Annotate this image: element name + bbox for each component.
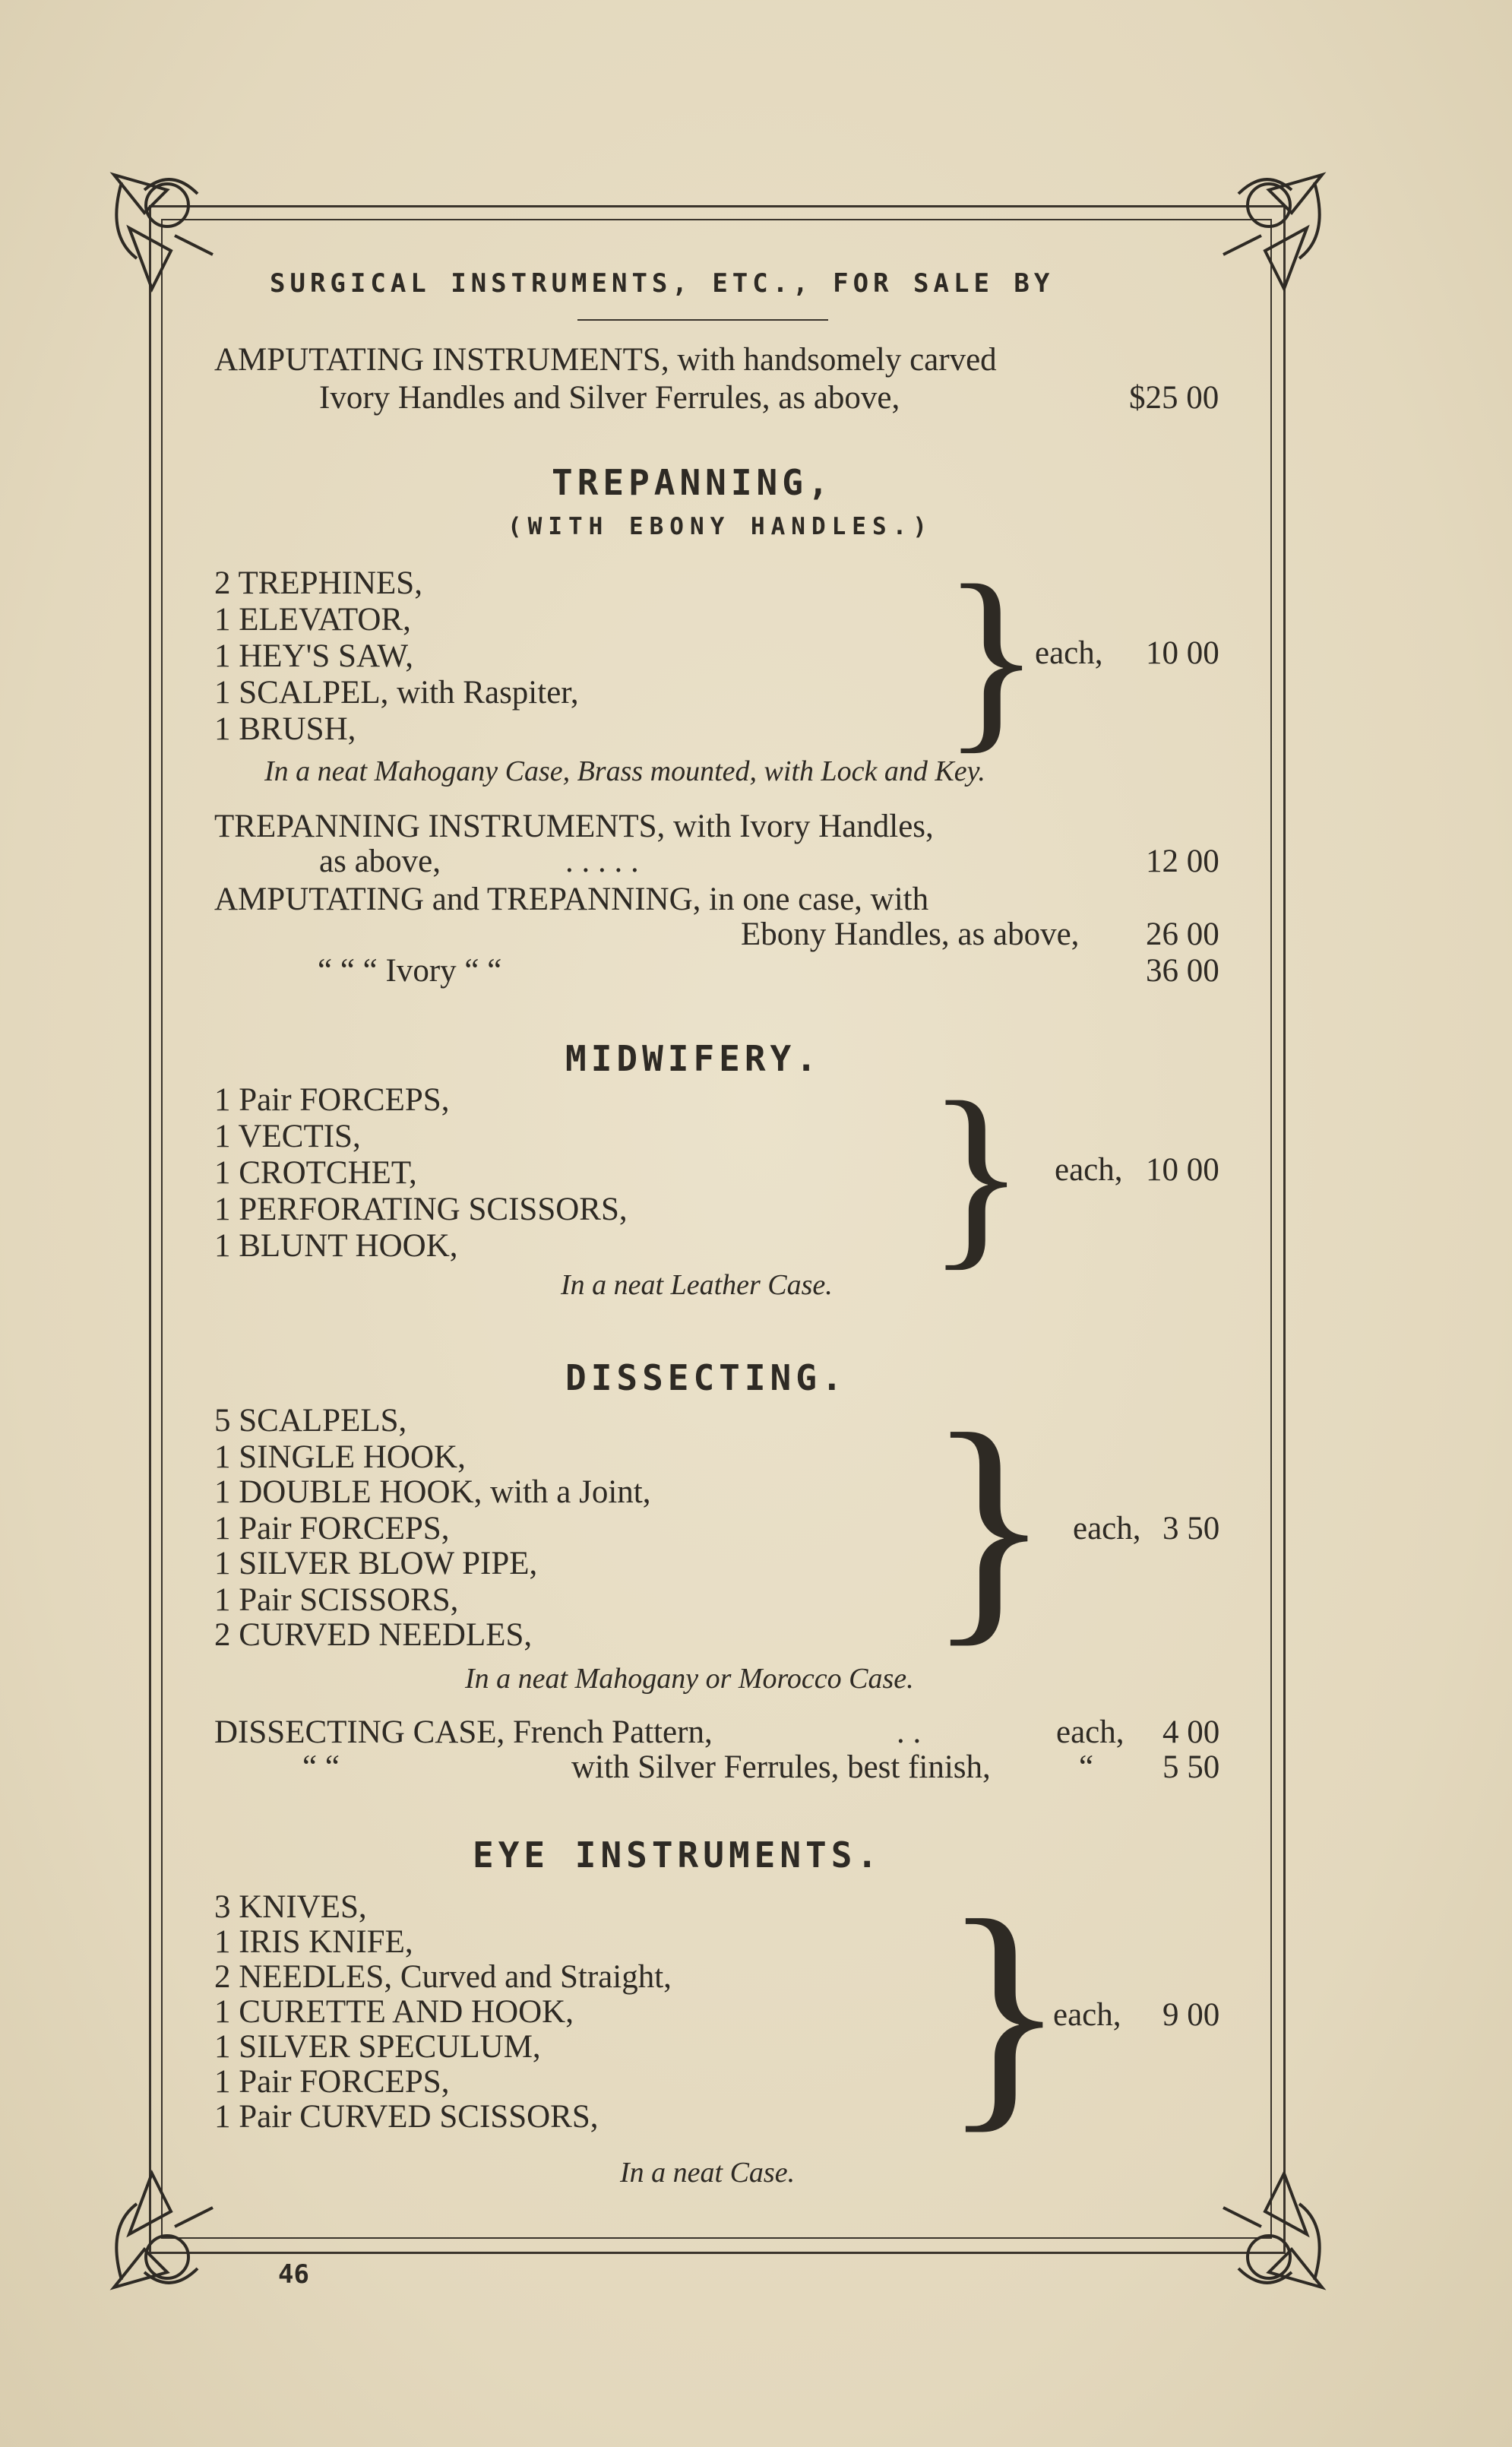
section-title-trepanning: TREPANNING, <box>552 462 833 503</box>
dissecting-each: each, <box>1073 1511 1141 1546</box>
header-rule <box>577 319 828 321</box>
list-item: 1 SCALPEL, with Raspiter, <box>214 675 579 711</box>
list-item: 1 HEY'S SAW, <box>214 638 413 674</box>
eye-case-note: In a neat Case. <box>620 2157 796 2189</box>
list-item: 1 IRIS KNIFE, <box>214 1924 413 1960</box>
leader-dots: . . . . . <box>565 844 639 879</box>
list-item: 1 CURETTE AND HOOK, <box>214 1994 574 2030</box>
right-brace: } <box>942 1867 1067 2154</box>
ditto-mark: “ <box>1079 1749 1094 1785</box>
list-item: 2 TREPHINES, <box>214 565 422 601</box>
eye-price: 9 00 <box>1162 1997 1220 2033</box>
list-item: 1 VECTIS, <box>214 1119 361 1154</box>
list-item: 1 ELEVATOR, <box>214 602 411 638</box>
amputating-line2: Ivory Handles and Silver Ferrules, as above, <box>319 380 900 416</box>
list-item: 1 BLUNT HOOK, <box>214 1228 458 1264</box>
midwifery-each: each, <box>1055 1152 1123 1188</box>
leader-dots: . . <box>897 1714 922 1750</box>
trepanning-price: 10 00 <box>1146 635 1219 671</box>
list-item: 1 BRUSH, <box>214 711 356 747</box>
trepanning-subtitle: (WITH EBONY HANDLES.) <box>508 513 933 540</box>
dissecting-case1-each: each, <box>1056 1714 1125 1750</box>
midwifery-case-note: In a neat Leather Case. <box>561 1269 833 1301</box>
dissecting-case-note: In a neat Mahogany or Morocco Case. <box>465 1663 914 1695</box>
list-item: 1 Pair FORCEPS, <box>214 1082 450 1118</box>
page-header: SURGICAL INSTRUMENTS, ETC., FOR SALE BY <box>270 268 1055 299</box>
trepanning-ivory-price: 12 00 <box>1146 844 1219 879</box>
dissecting-case2: with Silver Ferrules, best finish, <box>571 1749 991 1785</box>
list-item: 1 PERFORATING SCISSORS, <box>214 1192 628 1227</box>
dissecting-case2-price: 5 50 <box>1162 1749 1220 1785</box>
ditto-marks: “ “ <box>302 1749 340 1785</box>
combo-ivory-price: 36 00 <box>1146 953 1219 989</box>
list-item: 1 CROTCHET, <box>214 1155 417 1191</box>
list-item: 3 KNIVES, <box>214 1889 367 1925</box>
dissecting-case1: DISSECTING CASE, French Pattern, <box>214 1714 713 1750</box>
trepanning-each: each, <box>1035 635 1103 671</box>
trepanning-case-note: In a neat Mahogany Case, Brass mounted, with Lock and Key. <box>264 755 985 787</box>
trepanning-ivory-line1: TREPANNING INSTRUMENTS, with Ivory Handles, <box>214 809 934 844</box>
page-number: 46 <box>278 2259 309 2290</box>
trepanning-ivory-line2: as above, <box>319 844 441 879</box>
list-item: 1 SILVER BLOW PIPE, <box>214 1546 538 1581</box>
fleur-corner-ornament <box>99 2158 243 2303</box>
section-title-eye-instruments: EYE INSTRUMENTS. <box>473 1834 883 1876</box>
combo-price: 26 00 <box>1146 916 1219 952</box>
section-title-midwifery: MIDWIFERY. <box>565 1038 821 1079</box>
dissecting-case1-price: 4 00 <box>1162 1714 1220 1750</box>
eye-each: each, <box>1053 1997 1121 2033</box>
combo-ditto-ivory: “ “ “ Ivory “ “ <box>318 953 502 989</box>
right-brace: } <box>927 1060 1026 1287</box>
list-item: 1 Pair SCISSORS, <box>214 1582 459 1618</box>
list-item: 1 Pair FORCEPS, <box>214 1511 450 1546</box>
list-item: 1 DOUBLE HOOK, with a Joint, <box>214 1474 651 1510</box>
dissecting-price: 3 50 <box>1162 1511 1220 1546</box>
combo-line2: Ebony Handles, as above, <box>741 916 1080 952</box>
fleur-corner-ornament <box>1193 160 1337 304</box>
combo-line1: AMPUTATING and TREPANNING, in one case, with <box>214 882 929 917</box>
list-item: 2 NEEDLES, Curved and Straight, <box>214 1959 672 1995</box>
section-title-dissecting: DISSECTING. <box>565 1357 847 1398</box>
list-item: 2 CURVED NEEDLES, <box>214 1617 533 1653</box>
amputating-line1: AMPUTATING INSTRUMENTS, with handsomely carved <box>214 342 997 378</box>
fleur-corner-ornament <box>99 160 243 304</box>
list-item: 1 Pair CURVED SCISSORS, <box>214 2099 599 2135</box>
list-item: 1 SILVER SPECULUM, <box>214 2029 541 2065</box>
midwifery-price: 10 00 <box>1146 1152 1219 1188</box>
right-brace: } <box>942 543 1041 771</box>
list-item: 1 SINGLE HOOK, <box>214 1439 466 1475</box>
right-brace: } <box>927 1381 1052 1667</box>
fleur-corner-ornament <box>1193 2158 1337 2303</box>
list-item: 1 Pair FORCEPS, <box>214 2064 450 2100</box>
list-item: 5 SCALPELS, <box>214 1403 407 1439</box>
amputating-price: $25 00 <box>1129 380 1219 416</box>
